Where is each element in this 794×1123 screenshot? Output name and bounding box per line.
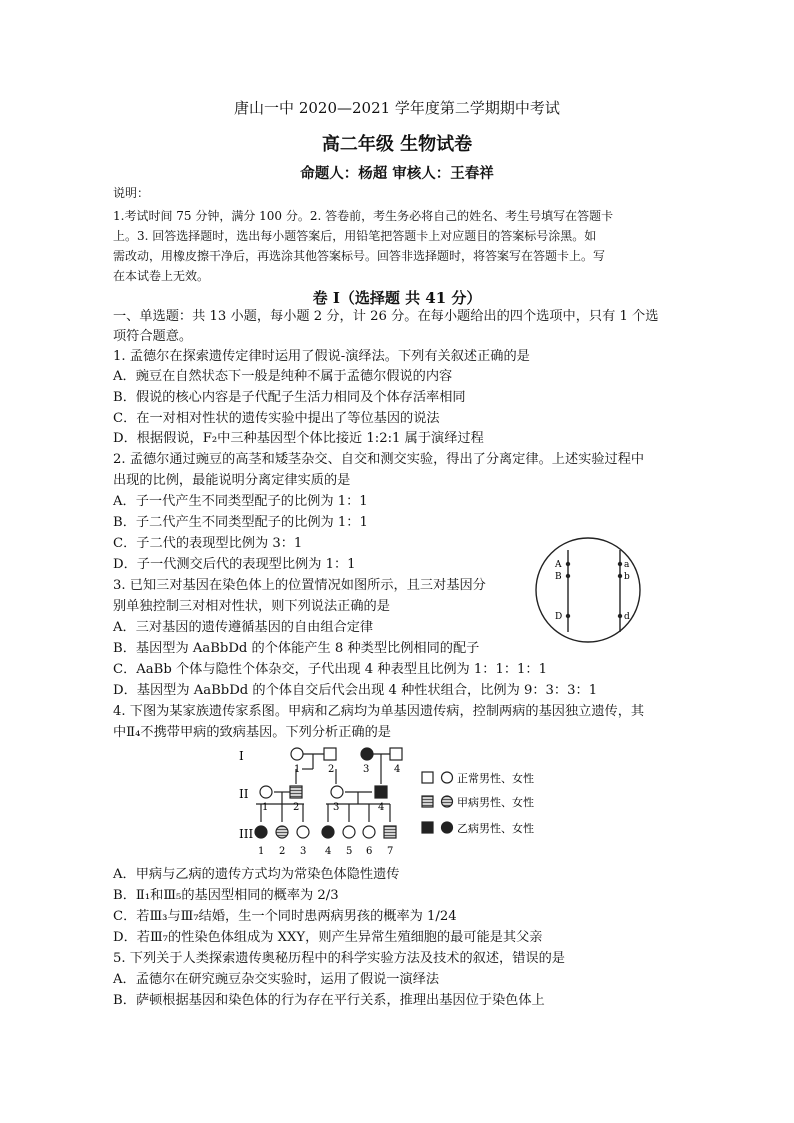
question-option: D．若Ⅲ₇的性染色体组成为 XXY，则产生异常生殖细胞的最可能是其父亲 [113,930,543,945]
question-option: B．萨顿根据基因和染色体的行为存在平行关系，推理出基因位于染色体上 [113,993,545,1008]
question-option: B．基因型为 AaBbDd 的个体能产生 8 种类型比例相同的配子 [113,641,480,656]
gene-label: D [555,612,563,622]
notes-line: 需改动，用橡皮擦干净后，再选涂其他答案标号。回答非选择题时，将答案写在答题卡上。写 [113,249,606,263]
gene-label: d [624,612,630,622]
question-option: A．豌豆在自然状态下一般是纯种不属于孟德尔假说的内容 [113,369,453,384]
question-option: C．若Ⅲ₃与Ⅲ₇结婚，生一个同时患两病男孩的概率为 1/24 [113,909,457,924]
question-stem: 4. 下图为某家族遗传家系图。甲病和乙病均为单基因遗传病，控制两病的基因独立遗传，其 [113,704,645,719]
svg-text:7: 7 [387,846,394,857]
question-stem: 2. 孟德尔通过豌豆的高茎和矮茎杂交、自交和测交实验，得出了分离定律。上述实验过程中 [113,452,645,467]
svg-text:3: 3 [363,764,370,775]
notes-line: 上。3. 回答选择题时，选出每小题答案后，用铅笔把答题卡上对应题目的答案标号涂黑。如 [113,229,597,243]
svg-text:1: 1 [294,764,301,775]
question-stem: 出现的比例，最能说明分离定律实质的是 [113,473,351,488]
question-stem: 5. 下列关于人类探索遗传奥秘历程中的科学实验方法及技术的叙述，错误的是 [113,951,565,966]
section-intro: 项符合题意。 [113,329,193,344]
question-option: C．AaBb 个体与隐性个体杂交，子代出现 4 种表型且比例为 1：1：1：1 [113,662,548,677]
svg-text:1: 1 [262,802,269,813]
svg-text:2: 2 [279,846,286,857]
question-option: D．子一代测交后代的表现型比例为 1：1 [113,557,356,572]
svg-text:2: 2 [293,802,300,813]
notes-line: 1.考试时间 75 分钟，满分 100 分。2. 答卷前，考生务必将自己的姓名、考生号填写在答题卡 [113,209,614,223]
generation-label: I [239,749,244,763]
question-stem: 别单独控制三对相对性状，则下列说法正确的是 [113,599,390,614]
question-option: A．三对基因的遗传遵循基因的自由组合定律 [113,620,374,635]
question-option: C．在一对相对性状的遗传实验中提出了等位基因的说法 [113,411,440,426]
svg-text:4: 4 [325,846,332,857]
question-stem: 中Ⅱ₄不携带甲病的致病基因。下列分析正确的是 [113,725,391,740]
notes-line: 在本试卷上无效。 [113,269,210,283]
svg-text:乙病男性、女性: 乙病男性、女性 [457,822,534,835]
svg-text:3: 3 [333,802,340,813]
question-stem: 3. 已知三对基因在染色体上的位置情况如图所示，且三对基因分 [113,578,486,593]
svg-text:1: 1 [258,846,265,857]
section-title: 卷 I（选择题 共 41 分） [312,289,482,307]
pedigree-figure [236,744,566,864]
notes-label: 说明： [113,186,150,200]
exam-authors: 命题人：杨超 审核人：王春祥 [300,165,494,182]
question-option: B．子二代产生不同类型配子的比例为 1：1 [113,515,368,530]
svg-text:4: 4 [378,802,385,813]
gene-label: a [624,560,630,570]
svg-text:甲病男性、女性: 甲病男性、女性 [457,796,534,809]
question-option: B．Ⅱ₁和Ⅲ₅的基因型相同的概率为 2/3 [113,888,339,903]
generation-label: II [239,787,249,801]
section-intro: 一、单选题：共 13 小题，每小题 2 分，计 26 分。在每小题给出的四个选项中，只有 1 个选 [113,309,659,324]
question-option: A．子一代产生不同类型配子的比例为 1：1 [113,494,368,509]
question-option: B．假说的核心内容是子代配子生活力相同及个体存活率相同 [113,390,466,405]
svg-text:正常男性、女性: 正常男性、女性 [457,772,534,785]
pedigree-legend [422,771,534,835]
exam-title: 唐山一中 2020—2021 学年度第二学期期中考试 [234,99,560,117]
generation-label: III [239,827,254,841]
svg-text:2: 2 [328,764,335,775]
svg-text:5: 5 [346,846,353,857]
gene-label: b [624,572,630,582]
svg-text:3: 3 [300,846,307,857]
svg-text:6: 6 [366,846,373,857]
question-stem: 1. 孟德尔在探索遗传定律时运用了假说-演绎法。下列有关叙述正确的是 [113,349,530,364]
question-option: A．甲病与乙病的遗传方式均为常染色体隐性遗传 [113,867,400,882]
exam-subtitle: 高二年级 生物试卷 [321,134,473,155]
question-option: D．根据假说，F₂中三种基因型个体比接近 1:2:1 属于演绎过程 [113,431,484,446]
chromosome-figure [533,536,643,644]
question-option: C．子二代的表现型比例为 3：1 [113,536,303,551]
gene-label: B [555,572,562,582]
gene-label: A [555,560,562,570]
question-option: D．基因型为 AaBbDd 的个体自交后代会出现 4 种性状组合，比例为 9：3：3：1 [113,683,598,698]
svg-text:4: 4 [394,764,401,775]
question-option: A．孟德尔在研究豌豆杂交实验时，运用了假说一演绎法 [113,972,440,987]
